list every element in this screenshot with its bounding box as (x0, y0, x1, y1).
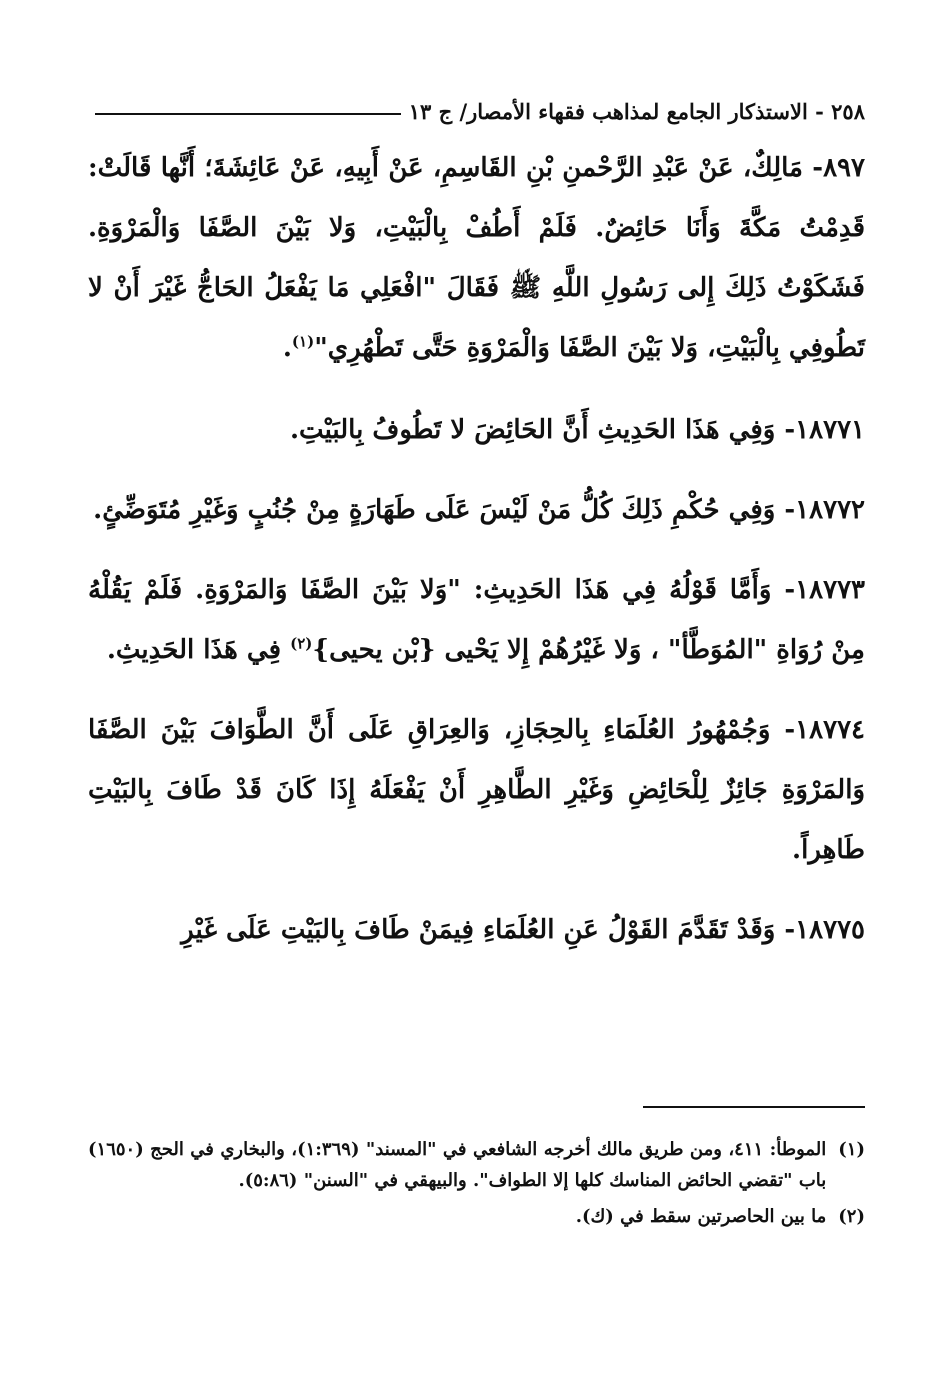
footnote-separator (643, 1106, 865, 1108)
paragraph-number: ١٨٧٧٢- (784, 495, 865, 525)
footnotes (88, 1134, 865, 1237)
paragraph-text: وَجُمْهُورُ العُلَمَاءِ بِالحِجَازِ، وَالعِرَاقِ عَلَى أَنَّ الطَّوَافَ بَيْنَ الصَّفَا وَالمَرْوَةِ جَائِزٌ لِلْحَائِضِ وَغَيْرِ الطَّاهِرِ أَنْ يَفْعَلَهُ إِذَا كَانَ قَدْ طَافَ بِالبَيْتِ طَاهِراً. (88, 715, 865, 865)
paragraph-text: وَفِي حُكْمِ ذَلِكَ كُلُّ مَنْ لَيْسَ عَلَى طَهَارَةٍ مِنْ جُنُبٍ وَغَيْرِ مُتَوَضِّئٍ. (93, 495, 785, 525)
running-title: ٢٥٨ - الاستذكار الجامع لمذاهب فقهاء الأمصار/ ج ١٣ (408, 99, 865, 124)
paragraph-18771 (88, 400, 865, 460)
paragraph-18774 (88, 700, 865, 880)
paragraph-text: وَأَمَّا قَوْلُهُ فِي هَذَا الحَدِيثِ: "وَلا بَيْنَ الصَّفَا وَالمَرْوَةِ. فَلَمْ يَقُلْهُ مِنْ رُوَاةِ "المُوَطَّأ" ، وَلا غَيْرُهُمْ إِلا يَحْيى {بْن يحيى} (88, 575, 865, 665)
paragraph-18775 (88, 900, 865, 960)
hadith-end: . (282, 333, 292, 363)
footnote-1 (88, 1134, 865, 1196)
paragraph-number: ١٨٧٧٣- (784, 575, 865, 605)
footnote-ref-2: (٢) (290, 634, 313, 653)
footnote-text: الموطأ: ٤١١، ومن طريق مالك أخرجه الشافعي في "المسند" (١:٣٦٩)، والبخاري في الحج (١٦٥٠) باب "تقضي الحائض المناسك كلها إلا الطواف". والبيهقي في "السنن" (٥:٨٦). (88, 1139, 827, 1191)
hadith-paragraph (88, 138, 865, 378)
main-text (88, 138, 865, 980)
footnote-marker: (٢) (838, 1206, 865, 1227)
page-header (95, 90, 865, 124)
paragraph-text: وَقَدْ تَقَدَّمَ القَوْلُ عَنِ العُلَمَاءِ فِيمَنْ طَافَ بِالبَيْتِ عَلَى غَيْرِ (181, 915, 785, 945)
paragraph-text: وَفِي هَذَا الحَدِيثِ أَنَّ الحَائِضَ لا تَطُوفُ بِالبَيْتِ. (289, 415, 785, 445)
footnote-ref-1: (١) (291, 332, 315, 351)
footnote-2 (88, 1201, 865, 1232)
header-rule (95, 113, 401, 115)
hadith-number: ٨٩٧- (812, 153, 865, 183)
paragraph-18773 (88, 560, 865, 680)
paragraph-text-after: فِي هَذَا الحَدِيثِ. (106, 635, 291, 665)
paragraph-number: ١٨٧٧٤- (784, 715, 865, 745)
footnote-text: ما بين الحاصرتين سقط في (ك). (575, 1206, 827, 1227)
paragraph-number: ١٨٧٧٥- (784, 915, 865, 945)
paragraph-18772 (88, 480, 865, 540)
paragraph-number: ١٨٧٧١- (784, 415, 865, 445)
hadith-text: مَالِكٌ، عَنْ عَبْدِ الرَّحْمنِ بْنِ القَاسِمِ، عَنْ أَبِيهِ، عَنْ عَائِشَةَ؛ أَنَّها قَالَتْ: قَدِمْتُ مَكَّةَ وَأَنَا حَائِضٌ. فَلَمْ أَطُفْ بِالْبَيْتِ، وَلا بَيْنَ الصَّفَا وَالْمَرْوَةِ. فَشَكَوْتُ ذَلِكَ إِلى رَسُولِ اللَّهِ ﷺ فَقَالَ "افْعَلِي مَا يَفْعَلُ الحَاجُّ غَيْرَ أَنْ لا تَطُوفِي بِالْبَيْتِ، وَلا بَيْنَ الصَّفَا وَالْمَرْوَةِ حَتَّى تَطْهُرِي" (88, 153, 865, 363)
footnote-marker: (١) (838, 1139, 865, 1160)
